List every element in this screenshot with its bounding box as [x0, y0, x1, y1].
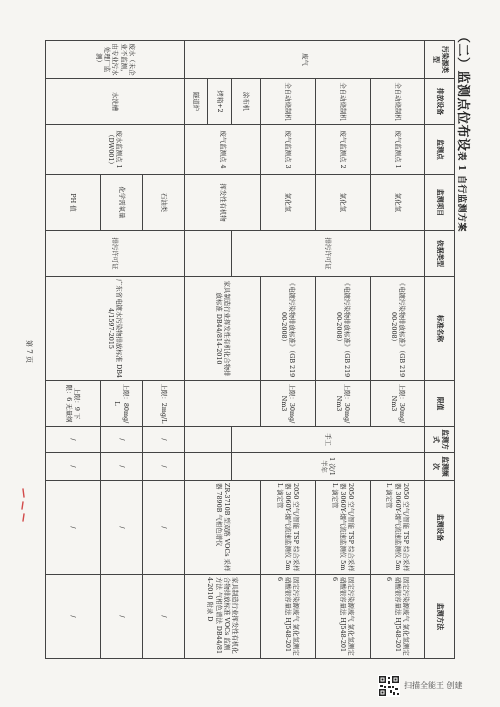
page-number: 第 7 页: [25, 340, 33, 363]
mode-cell: /: [143, 427, 185, 453]
device-cell: 隧道炉: [185, 79, 208, 125]
col-header: 监测方法: [425, 575, 455, 659]
point-cell: 废气监测点 1: [370, 125, 425, 175]
standard-cell: 家具制造行业挥发性有机化合物排放标准 DB44/814-2010: [185, 277, 261, 381]
standard-cell: 《电镀污染物排放标准》（GB 21900-2008）: [370, 277, 425, 381]
basis-cell: 排污许可证: [231, 231, 425, 277]
red-ink-mark: [20, 488, 26, 522]
method-cell: /: [100, 575, 142, 659]
item-cell: 化学需氧量: [100, 175, 142, 231]
device-cell: 水洗槽: [46, 79, 185, 125]
standard-cell: 《电镀污染物排放标准》（GB 21900-2008）: [261, 277, 316, 381]
device-cell: 烤箱+2: [208, 79, 231, 125]
col-header: 污染源类型: [425, 41, 455, 79]
method-cell: /: [46, 575, 101, 659]
method-cell: /: [143, 575, 185, 659]
qr-code-icon: [378, 675, 400, 697]
equipment-cell: ZR-3710B 型双路 VOCs 采样器 7890B 气相色谱仪: [185, 481, 261, 575]
device-cell: 涂布机: [231, 79, 261, 125]
scanner-watermark: [378, 667, 498, 707]
col-header: 监测方式: [425, 427, 455, 453]
point-cell: 废气监测点 4: [185, 125, 261, 175]
limit-cell: 上限：30mg/Nm3: [261, 381, 316, 427]
limit-cell: 上限：80mg/L: [100, 381, 142, 427]
method-cell: 固定污染源废气 氯化氢测定 硝酸银容量法 HJ548-2016: [261, 575, 316, 659]
standard-cell: 广东省电镀水污染物排放标准 DB44/1597-2015: [46, 277, 185, 381]
table-caption: 表 1 自行监测方案: [456, 151, 466, 233]
item-cell: 氯化氢: [370, 175, 425, 231]
col-header: 监测频次: [425, 453, 455, 481]
method-cell: 家具制造行业挥发性有机化合物排放标准 VOCs 监测方法 气相色谱法 DB44/814-2010 附录 D: [185, 575, 261, 659]
point-cell: 废水监测点 1（DW001）: [46, 125, 185, 175]
equipment-cell: 2050 空气/智能 TSP 综合采样器 3060Y-烟气流速监测仪 5mL 滴定管: [261, 481, 316, 575]
standard-cell: 《电镀污染物排放标准》（GB 21900-2008）: [315, 277, 370, 381]
source-type-cell: 废气: [185, 41, 425, 79]
frequency-cell: /: [46, 453, 101, 481]
method-cell: 固定污染源废气 氯化氢测定 硝酸银容量法 HJ548-2016: [370, 575, 425, 659]
equipment-cell: /: [100, 481, 142, 575]
method-cell: 固定污染源废气 氯化氢测定 硝酸银容量法 HJ548-2016: [315, 575, 370, 659]
table-row: [143, 41, 185, 659]
mode-cell: /: [100, 427, 142, 453]
col-header: 标准名称: [425, 277, 455, 381]
limit-cell: 上限：30mg/Nm3: [370, 381, 425, 427]
item-cell: 氯化氢: [261, 175, 316, 231]
frequency-cell: /: [100, 453, 142, 481]
equipment-cell: /: [46, 481, 101, 575]
frequency-cell: /: [143, 453, 185, 481]
device-cell: 全自动烧制机: [370, 79, 425, 125]
item-cell: 石油类: [143, 175, 185, 231]
basis-cell: 排污许可证: [46, 231, 185, 277]
source-type-cell: 废水（未企业不监测，由专业污水处理厂监测）: [46, 41, 185, 79]
section-heading: [455, 30, 474, 232]
limit-cell: 上限：2mg/L: [143, 381, 185, 427]
item-cell: 氯化氢: [315, 175, 370, 231]
point-cell: 废气监测点 2: [315, 125, 370, 175]
col-header: 监测项目: [425, 175, 455, 231]
monitoring-plan-table: [45, 40, 455, 659]
scanner-watermark-text: 扫描全能王 创建: [404, 681, 463, 690]
col-header: 限值: [425, 381, 455, 427]
limit-cell: 上限：9 下限：6 无量纲: [46, 381, 101, 427]
header-row: [425, 41, 455, 659]
frequency-cell: 1 次/1 半年: [231, 453, 425, 481]
table-row: [261, 41, 316, 659]
section-title: （二）监测点位布设: [455, 30, 470, 152]
equipment-cell: 2050 空气/智能 TSP 综合采样器 3060Y-烟气流速监测仪 5mL 滴定管: [315, 481, 370, 575]
equipment-cell: 2050 空气/智能 TSP 综合采样器 3060Y-烟气流速监测仪 5mL 滴定管: [370, 481, 425, 575]
col-header: 依据类型: [425, 231, 455, 277]
equipment-cell: /: [143, 481, 185, 575]
item-cell: 挥发性有机物: [185, 175, 261, 231]
table-row: [370, 41, 425, 659]
basis-cell: [185, 231, 231, 277]
limit-cell: 上限：30mg/Nm3: [315, 381, 370, 427]
limit-cell: [185, 381, 261, 427]
mode-cell: [185, 427, 231, 453]
col-header: 排放设备: [425, 79, 455, 125]
col-header: 监测点: [425, 125, 455, 175]
item-cell: PH 值: [46, 175, 101, 231]
device-cell: 全自动烧制机: [261, 79, 316, 125]
frequency-cell: [185, 453, 231, 481]
mode-cell: 手工: [231, 427, 425, 453]
mode-cell: /: [46, 427, 101, 453]
col-header: 监测设备: [425, 481, 455, 575]
device-cell: 全自动烧制机: [315, 79, 370, 125]
point-cell: 废气监测点 3: [261, 125, 316, 175]
table-row: [315, 41, 370, 659]
table-row: [231, 41, 261, 659]
